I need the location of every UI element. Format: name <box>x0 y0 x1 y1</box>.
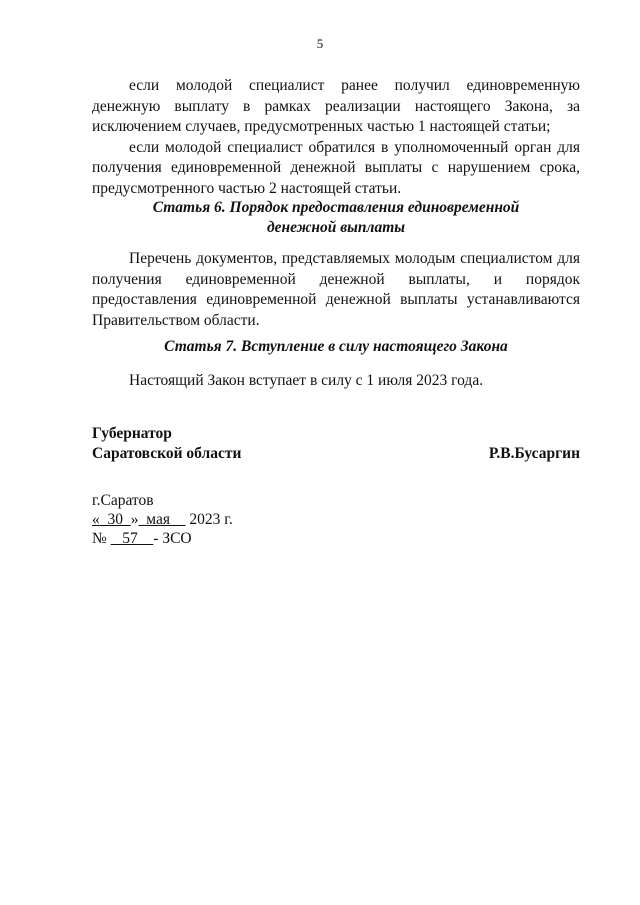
number-suffix: - ЗСО <box>153 530 192 547</box>
document-meta <box>92 491 233 548</box>
city: г.Саратов <box>92 492 154 509</box>
article-6-text: Перечень документов, представляемых молодым специалистом для получения единовременной денежной выплаты, и порядок предоставления единовременной денежной выплаты устанавливаются Правительством области. <box>92 250 580 329</box>
article-7-heading: Статья 7. Вступление в силу настоящего Закона <box>164 338 508 355</box>
article-7-text: Настоящий Закон вступает в силу с 1 июля 2023 года. <box>129 372 484 389</box>
signature-block <box>92 424 580 464</box>
article-7-body <box>92 371 580 392</box>
article-6-heading-line-2: денежной выплаты <box>266 219 406 236</box>
top-paragraphs <box>92 76 580 199</box>
number-value: 57 <box>122 530 138 547</box>
number-line <box>92 529 233 548</box>
paragraph-1: если молодой специалист ранее получил единовременную денежную выплату в рамках реализации настоящего Закона, за исключением случаев, предусмотренных частью 1 настоящей статьи; <box>92 77 580 135</box>
paragraph-2: если молодой специалист обратился в уполномоченный орган для получения единовременной денежной выплаты с нарушением срока, предусмотренного частью 2 настоящей статьи. <box>92 138 580 197</box>
article-6-body <box>92 249 580 331</box>
date-line <box>92 510 233 529</box>
date-month: мая <box>146 511 170 528</box>
date-open-quote: « <box>92 511 100 528</box>
date-year: 2023 г. <box>189 511 233 528</box>
date-close-quote: » <box>130 511 139 528</box>
signature-name: Р.В.Бусаргин <box>488 445 580 462</box>
signature-title-line-1: Губернатор <box>92 425 172 442</box>
article-6-heading-line-1: Статья 6. Порядок предоставления единовременной <box>152 199 520 216</box>
date-day: 30 <box>107 511 123 528</box>
article-6-heading <box>92 198 580 238</box>
page-number: 5 <box>316 36 324 51</box>
number-prefix: № <box>92 530 107 547</box>
signature-title-line-2: Саратовской области <box>92 445 242 462</box>
